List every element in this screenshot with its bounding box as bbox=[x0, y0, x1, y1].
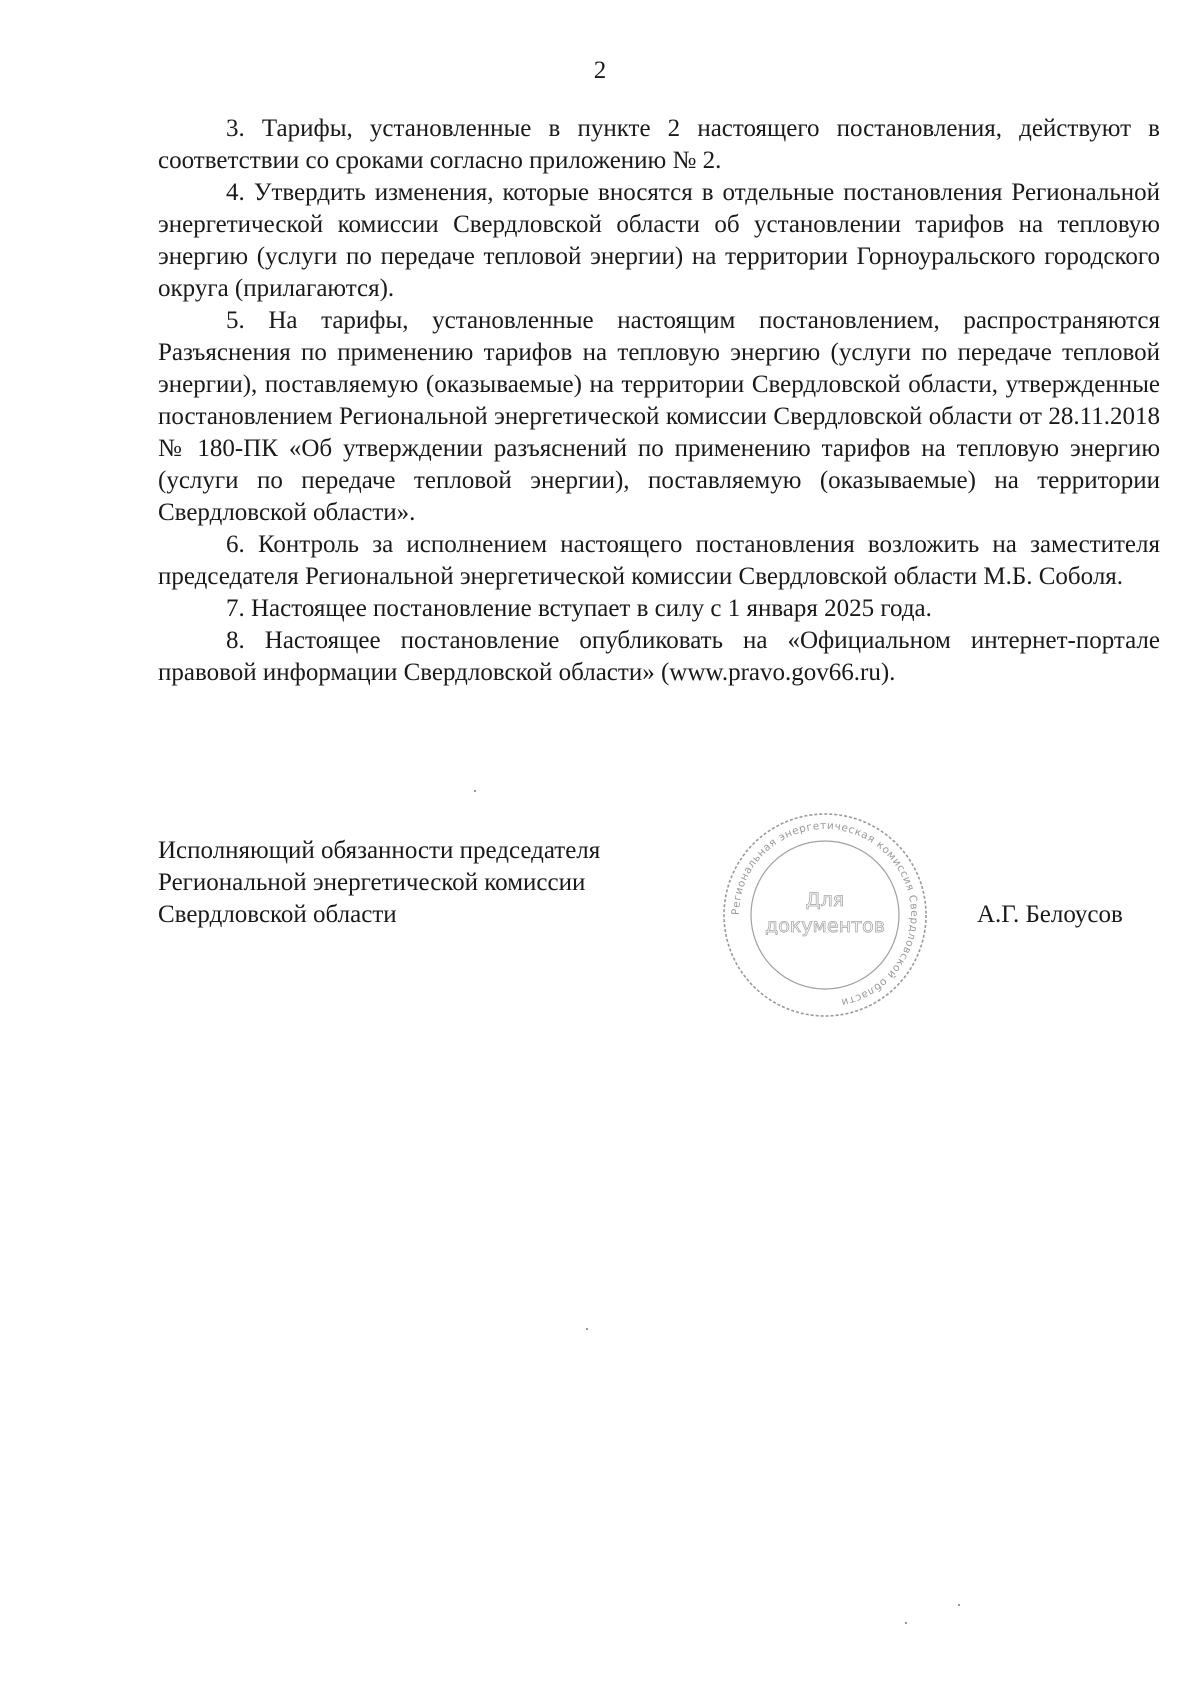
signer-name: А.Г. Белоусов bbox=[977, 901, 1123, 928]
signature-position bbox=[158, 835, 600, 931]
paragraph-6: 6. Контроль за исполнением настоящего постановления возложить на заместителя председателя Региональной энергетической комиссии Свердловской области М.Б. Соболя. bbox=[158, 531, 1160, 590]
scan-speck bbox=[474, 790, 476, 792]
official-stamp bbox=[720, 810, 930, 1020]
position-line-3: Свердловской области bbox=[158, 901, 397, 928]
scan-speck bbox=[958, 1604, 960, 1606]
paragraph-7: 7. Настоящее постановление вступает в силу с 1 января 2025 года. bbox=[226, 595, 932, 622]
stamp-center-line-1: Для bbox=[805, 889, 845, 911]
stamp-center-line-2: документов bbox=[765, 915, 885, 937]
paragraph-5: 5. На тарифы, установленные настоящим постановлением, распространяются Разъяснения по применению тарифов на тепловую энергию (услуги по передаче тепловой энергии), поставляемую (оказываемые) на территории Свердловской области, утвержденные постановлением Региональной энергетической комиссии Свердловской области от 28.11.2018 № 180-ПК «Об утверждении разъяснений по применению тарифов на тепловую энергию (услуги по передаче тепловой энергии), поставляемую (оказываемые) на территории Свердловской области». bbox=[158, 307, 1160, 526]
stamp-ring-textpath: Региональная энергетическая комиссия Свердловской области bbox=[729, 819, 921, 1009]
paragraph-3: 3. Тарифы, установленные в пункте 2 настоящего постановления, действуют в соответствии со сроками согласно приложению № 2. bbox=[158, 115, 1160, 174]
scan-speck bbox=[905, 1622, 907, 1624]
paragraph-4: 4. Утвердить изменения, которые вносятся в отдельные постановления Региональной энергетической комиссии Свердловской области об установлении тарифов на тепловую энергию (услуги по передаче тепловой энергии) на территории Горноуральского городского округа (прилагаются). bbox=[158, 179, 1160, 302]
page-number: 2 bbox=[593, 57, 607, 84]
position-line-1: Исполняющий обязанности председателя bbox=[158, 837, 601, 864]
document-body bbox=[158, 113, 1160, 689]
position-line-2: Региональной энергетической комиссии bbox=[158, 869, 586, 896]
scan-speck bbox=[586, 1328, 588, 1330]
paragraph-8: 8. Настоящее постановление опубликовать на «Официальном интернет-портале правовой информации Свердловской области» (www.pravo.gov66.ru). bbox=[158, 627, 1160, 686]
